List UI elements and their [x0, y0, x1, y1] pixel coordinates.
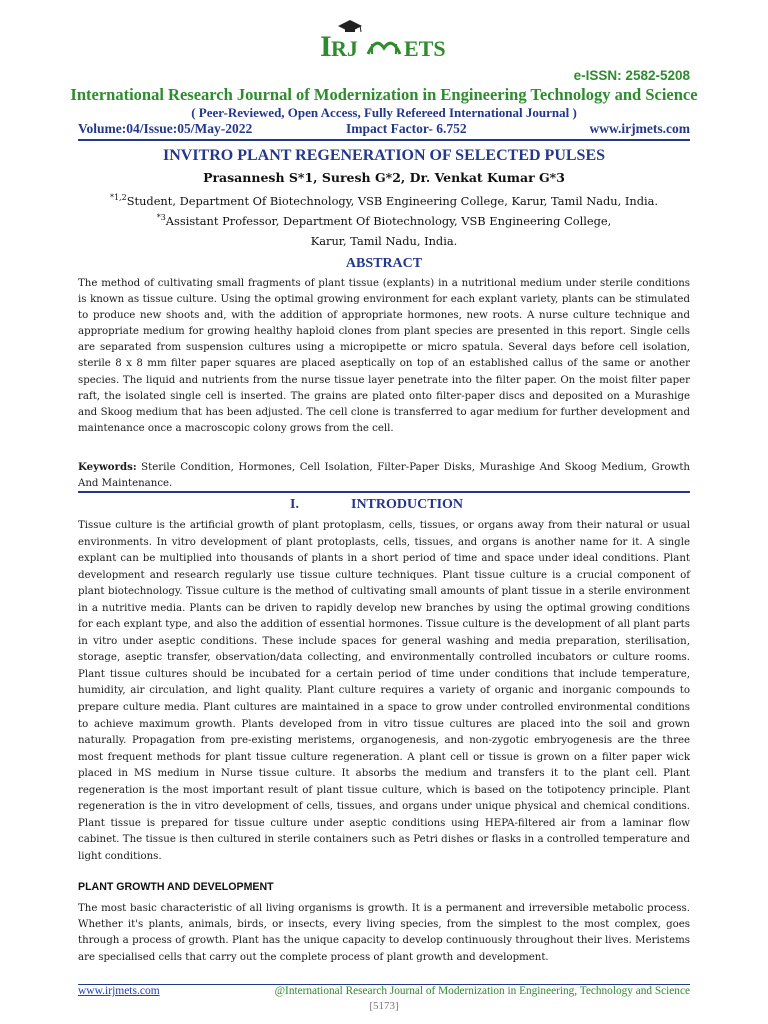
affiliation-location: Karur, Tamil Nadu, India.	[310, 234, 458, 248]
affiliation-marker: *1,2	[109, 193, 127, 202]
affiliation-text: Assistant Professor, Department Of Biotechnology, VSB Engineering College,	[165, 213, 612, 228]
affiliation-marker: *3	[156, 213, 166, 222]
affiliation-students	[0, 193, 768, 208]
affiliation-professor	[0, 213, 768, 228]
affiliation-text: Student, Department Of Biotechnology, VSB Engineering College, Karur, Tamil Nadu, India.	[126, 193, 659, 208]
impact-factor: Impact Factor- 6.752	[346, 121, 467, 136]
footer-website-link[interactable]: www.irjmets.com	[78, 985, 160, 997]
abstract-text: The method of cultivating small fragments of plant tissue (explants) in a nutritional medium under sterile conditions is known as tissue culture. Using the optimal growing environment for each explant variety, plants can be stimulated to produce new shoots and, with the addition of appropriate hormones, new roots. A nurse culture technique and appropriate medium for growing healthy haploid clones from plant species are presented in this report. Single cells are separated from suspension cultures using a micropipette or micro spatula. Several days before cell isolation, sterile 8 x 8 mm filter paper squares are placed aseptically on top of an established callus of the same or another species. The liquid and nutrients from the nurse tissue layer penetrate into the filter paper. On the moist filter paper raft, the isolated single cell is inserted. The grains are plated onto filter-paper discs and deposited on a Murashige and Skoog medium that has been adjusted. The cell clone is transferred to agar medium for further development and maintenance once a macroscopic colony grows from the cell.	[78, 278, 690, 434]
section-number: I.	[290, 497, 299, 512]
eissn-number: e-ISSN: 2582-5208	[573, 68, 690, 83]
growth-subheading: PLANT GROWTH AND DEVELOPMENT	[78, 881, 274, 893]
peer-review-line: ( Peer-Reviewed, Open Access, Fully Refereed International Journal )	[191, 105, 577, 120]
page-number: [5173]	[369, 1000, 399, 1012]
footer-copyright: @International Research Journal of Modernization in Engineering, Technology and Science	[274, 985, 690, 997]
section-title: INTRODUCTION	[351, 497, 464, 512]
paper-title: INVITRO PLANT REGENERATION OF SELECTED PULSES	[162, 147, 606, 164]
growth-text: The most basic characteristic of all living organisms is growth. It is a permanent and irreversible metabolic process. Whether it's plants, animals, birds, or insects, every living species, from the simplest to the most complex, goes through a process of growth. Plant has the unique capacity to develop continuously throughout their lives. Meristems are specialised cells that carry out the complete process of plant growth and development.	[78, 903, 690, 963]
svg-text:ETS: ETS	[404, 36, 446, 61]
issue-meta-line	[78, 121, 690, 141]
journal-website[interactable]: www.irjmets.com	[589, 121, 690, 136]
svg-text:I: I	[320, 30, 332, 62]
journal-name: International Research Journal of Modernization in Engineering Technology and Science	[70, 85, 698, 104]
irjmets-logo	[318, 14, 458, 62]
introduction-text: Tissue culture is the artificial growth of plant protoplasm, cells, tissues, or organs away from their natural or usual environments. In vitro development of plant protoplasts, cells, tissues, and organs is another name for it. A single explant can be multiplied into thousands of plants in a short period of time and space under ideal conditions. Plant development and research regularly use tissue culture techniques. Plant tissue culture is a crucial component of plant biotechnology. Tissue culture is the method of cultivating small amounts of plant tissue in a sterile environment in a nutritive media. Plants can be driven to rapidly develop new branches by using the optimal growing conditions for each explant type, and also the addition of essential hormones. Tissue culture is the development of all plant parts in vitro under aseptic conditions. These include spaces for general washing and media preparation, sterilisation, storage, aseptic transfer, observation/data collecting, and environmentally controlled incubators or culture rooms. Plant tissue cultures should be incubated for a certain period of time under conditions that include temperature, humidity, air circulation, and light quality. Plant culture requires a variety of organic and inorganic compounds to prepare culture media. Plant cultures are maintained in a space to grow under controlled environmental conditions to achieve maximum growth. Plants developed from in vitro tissue cultures are placed into the soil and grown naturally. Propagation from pre-existing meristems, organogenesis, and non-zygotic embryogenesis are the three most frequent methods for plant tissue culture regeneration. A plant cell or tissue is grown on a filter paper wick placed in MS medium in Nurse tissue culture. It absorbs the medium and transfers it to the plant cell. Plant regeneration is the most important result of plant tissue culture, which is based on the totipotency principle. Plant regeneration is the in vitro development of cells, tissues, and organs under unique physical and chemical conditions. Plant tissue is prepared for tissue culture under aseptic conditions using HEPA-filtered air from a laminar flow cabinet. The tissue is then cultured in sterile containers such as Petri dishes or flasks in a controlled temperature and light conditions.	[78, 520, 690, 862]
section-divider	[78, 491, 690, 493]
keywords-label: Keywords:	[78, 461, 137, 473]
keywords-list: Sterile Condition, Hormones, Cell Isolation, Filter-Paper Disks, Murashige And Skoog Medium, Growth And Maintenance.	[78, 462, 690, 490]
paper-authors: Prasannesh S*1, Suresh G*2, Dr. Venkat Kumar G*3	[203, 170, 565, 185]
volume-issue: Volume:04/Issue:05/May-2022	[78, 121, 253, 136]
abstract-heading: ABSTRACT	[345, 256, 423, 271]
keywords	[78, 459, 690, 492]
svg-text:RJ: RJ	[331, 36, 358, 61]
